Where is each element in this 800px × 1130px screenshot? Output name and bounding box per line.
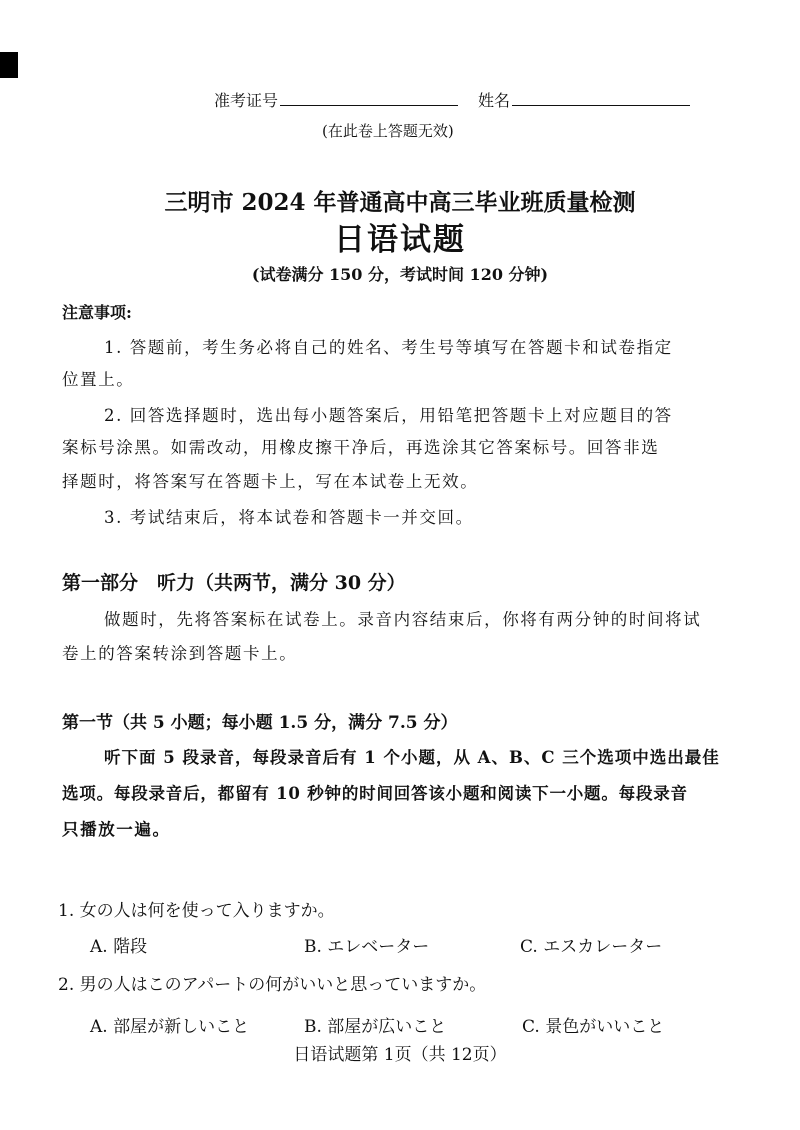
section1-intro-line-3: 只播放一遍。: [62, 820, 171, 839]
subject-title: 日语试题: [334, 222, 466, 258]
name-blank: [512, 104, 690, 106]
question-1: 1. 女の人は何を使って入りますか。: [58, 901, 335, 921]
question-2: 2. 男の人はこのアパートの何がいいと思っていますか。: [58, 975, 487, 995]
q2-option-b: B. 部屋が広いこと: [304, 1017, 447, 1037]
scan-registration-mark: [0, 52, 18, 78]
part1-intro-line-1: 做题时，先将答案标在试卷上。录音内容结束后，你将有两分钟的时间将试: [104, 610, 702, 629]
section1-heading: 第一节（共 5 小题；每小题 1.5 分，满分 7.5 分）: [62, 713, 458, 733]
q2-option-a: A. 部屋が新しいこと: [90, 1017, 250, 1037]
notes-heading: 注意事项:: [62, 303, 132, 322]
note-2-line-2: 案标号涂黑。如需改动，用橡皮擦干净后，再选涂其它答案标号。回答非选: [62, 438, 660, 457]
q2-option-c: C. 景色がいいこと: [522, 1017, 665, 1037]
q1-option-c: C. エスカレーター: [520, 937, 663, 957]
name-label: 姓名: [478, 91, 511, 110]
section1-intro-line-2: 选项。每段录音后，都留有 10 秒钟的时间回答该小题和阅读下一小题。每段录音: [62, 784, 688, 803]
note-2-line-3: 择题时，将答案写在答题卡上，写在本试卷上无效。: [62, 472, 479, 491]
note-3: 3. 考试结束后，将本试卷和答题卡一并交回。: [104, 508, 474, 527]
note-2-line-1: 2. 回答选择题时，选出每小题答案后，用铅笔把答题卡上对应题目的答: [104, 406, 673, 425]
score-time: (试卷满分 150 分，考试时间 120 分钟): [251, 265, 549, 284]
note-1-line-2: 位置上。: [62, 370, 135, 389]
page-footer: 日语试题第 1页（共 12页）: [293, 1045, 507, 1065]
exam-id-blank: [280, 104, 458, 106]
q1-option-a: A. 階段: [90, 937, 148, 957]
q1-option-b: B. エレベーター: [304, 937, 430, 957]
note-1-line-1: 1. 答题前，考生务必将自己的姓名、考生号等填写在答题卡和试卷指定: [104, 338, 673, 357]
name-row: [478, 88, 690, 111]
exam-id-row: [214, 88, 458, 111]
exam-id-label: 准考证号: [214, 91, 279, 110]
part1-intro-line-2: 卷上的答案转涂到答题卡上。: [62, 644, 298, 663]
section1-intro-line-1: 听下面 5 段录音，每段录音后有 1 个小题，从 A、B、C 三个选项中选出最佳: [104, 748, 720, 767]
invalid-note: (在此卷上答题无效): [322, 122, 454, 140]
exam-title: 三明市 2024 年普通高中高三毕业班质量检测: [164, 189, 636, 216]
part1-heading: 第一部分 听力（共两节，满分 30 分）: [62, 572, 406, 594]
